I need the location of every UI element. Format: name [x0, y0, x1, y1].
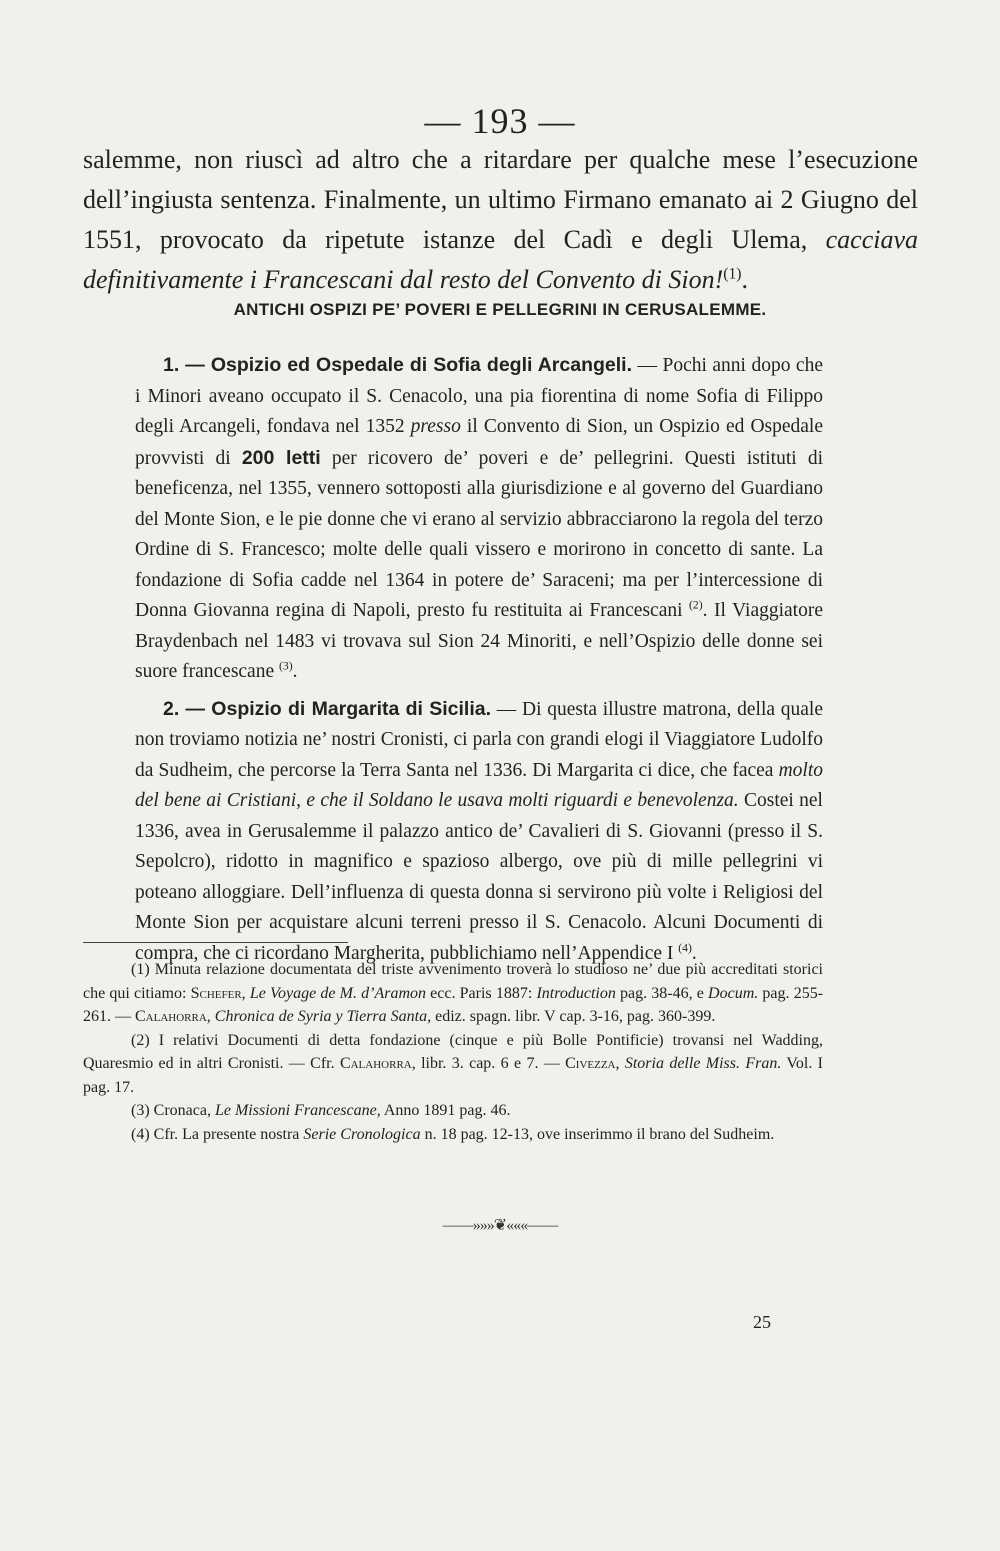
footnote-ref-3[interactable]: (3)	[279, 659, 293, 673]
paragraph-sofia-arcangeli: 1. — Ospizio ed Ospedale di Sofia degli Arcangeli. — Pochi anni dopo che i Minori aveano occupato il S. Cenacolo, una pia fiorentina di nome Sofia di Filippo degli Arcangeli, fondava nel 1352 presso il Convento di Sion, un Ospizio ed Ospedale provvisti di 200 letti per ricovero de’ poveri e de’ pellegrini. Questi istituti di beneficenza, nel 1355, vennero sottoposti alla giurisdizione e al governo del Guardiano del Monte Sion, e le pie donne che vi erano al servizio abbracciarono la regola del terzo Ordine di S. Francesco; molte delle quali vissero e morirono in concetto di sante. La fondazione di Sofia cadde nel 1364 in potere de’ Saraceni; ma per l’intercessione di Donna Giovanna regina di Napoli, presto fu restituita ai Francescani $^{(2)}$. Il Viaggiatore Braydenbach nel 1483 vi trovava sul Sion 24 Minoriti, e nell’Ospizio delle donne sei suore francescane $^{(3)}$.	[135, 354, 824, 682]
signature-mark: 25	[753, 1312, 771, 1332]
page-number: — 193 —	[424, 101, 576, 141]
intro-italic: cacciava definitivamente i Francescani dal resto del Convento di Sion!	[83, 225, 918, 294]
section-heading: ANTICHI OSPIZI PE’ POVERI E PELLEGRINI IN CERUSALEMME.	[233, 300, 767, 319]
footnote-1: (1) Minuta relazione documentata del triste avvenimento troverà lo studioso ne’ due più accreditati storici che qui citiamo: Schefer, Le Voyage de M. d’Aramon ecc. Paris 1887: Introduction pag. 38-46, e Docum. pag. 255-261. — Calahorra, Chronica de Syria y Tierra Santa, ediz. spagn. libr. V cap. 3-16, pag. 360-399.	[83, 961, 824, 1025]
body-text	[135, 350, 823, 969]
footnote-3: (3) Cronaca, Le Missioni Francescane, Anno 1891 pag. 46.	[131, 1102, 511, 1119]
ornament-divider: ——»»»❦«««——	[442, 1217, 558, 1234]
footnotes	[83, 958, 823, 1146]
paragraph-lead: 2. — Ospizio di Margarita di Sicilia.	[163, 697, 492, 720]
paragraph-lead: 1. — Ospizio ed Ospedale di Sofia degli Arcangeli.	[163, 354, 633, 376]
intro-paragraph: salemme, non riuscì ad altro che a ritardare per qualche mese l’esecuzione dell’ingiusta sentenza. Finalmente, un ultimo Firmano emanato ai 2 Giugno del 1551, provocato da ripetute istanze del Cadì e degli Ulema, cacciava definitivamente i Francescani dal resto del Convento di Sion!$^{(1)}$.	[83, 145, 918, 294]
footnote-ref-1[interactable]: (1)	[723, 265, 742, 283]
footnote-divider	[83, 942, 348, 943]
footnote-ref-4[interactable]: (4)	[678, 941, 692, 954]
footnote-ref-2[interactable]: (2)	[689, 598, 703, 612]
footnote-4: (4) Cfr. La presente nostra Serie Cronologica n. 18 pag. 12-13, ove inserimmo il brano del Sudheim.	[131, 1125, 775, 1143]
paragraph-margarita-sicilia: 2. — Ospizio di Margarita di Sicilia. — Di questa illustre matrona, della quale non troviamo notizia ne’ nostri Cronisti, ci parla con grandi elogi il Viaggiatore Ludolfo da Sudheim, che percorse la Terra Santa nel 1336. Di Margarita ci dice, che facea molto del bene ai Cristiani, e che il Soldano le usava molti riguardi e benevolenza. Costei nel 1336, avea in Gerusalemme il palazzo antico de’ Cavalieri di S. Giovanni (presso il S. Sepolcro), ridotto in magnifico e spazioso albergo, ove più di mille pellegrini vi poteano alloggiare. Dell’influenza di questa donna si servirono più volte i Religiosi del Monte Sion per acquistare alcuni terreni presso il S. Cenacolo. Alcuni Documenti di compra, che ci ricordano Margherita, pubblichiamo nell’Appendice I $^{(4)}$.	[135, 697, 823, 964]
footnote-2: (2) I relativi Documenti di detta fondazione (cinque e più Bolle Pontificie) trovansi nel Wadding, Quaresmio ed in altri Cronisti. — Cfr. Calahorra, libr. 3. cap. 6 e 7. — Civezza, Storia delle Miss. Fran. Vol. I pag. 17.	[83, 1031, 823, 1096]
